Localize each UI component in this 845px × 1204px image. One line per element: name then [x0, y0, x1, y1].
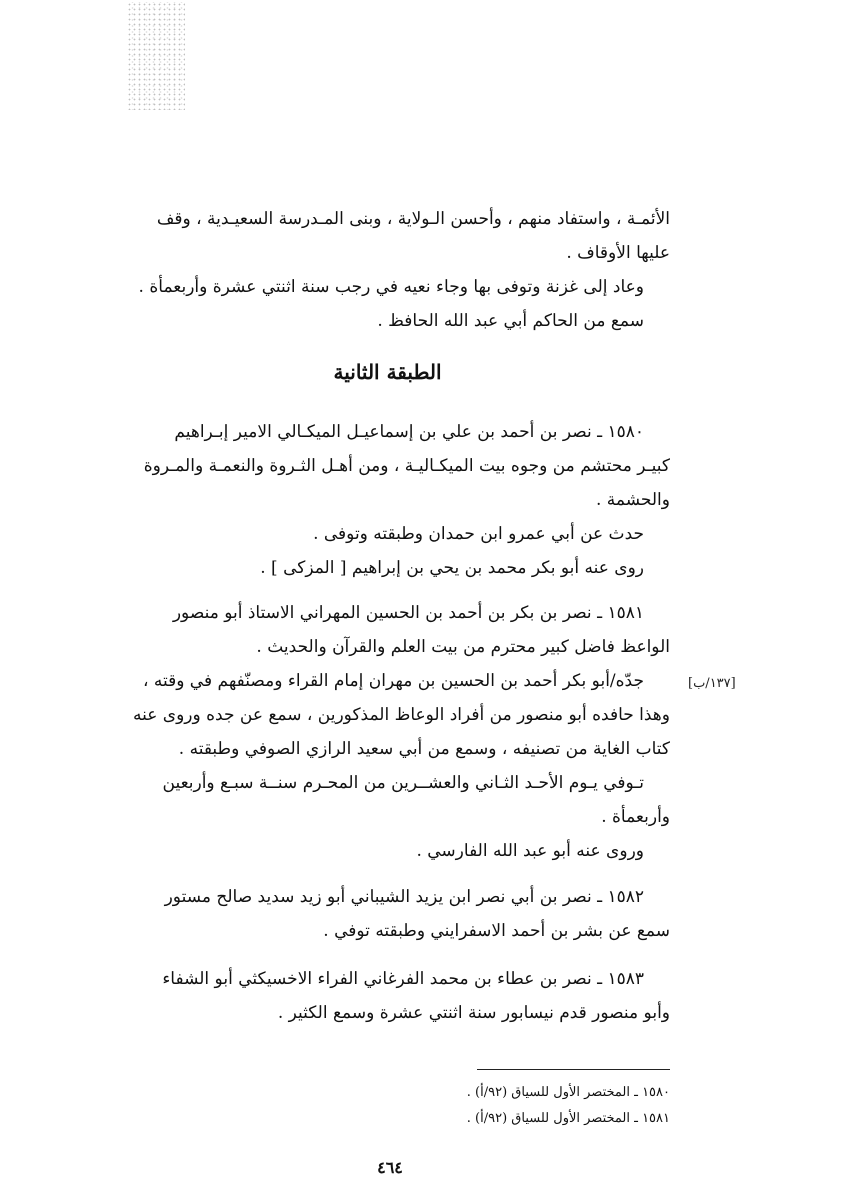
entry-1583: [105, 962, 670, 1030]
text-line: عليها الأوقاف .: [566, 243, 670, 263]
entry-line: وأربعمأة .: [601, 807, 670, 827]
entry-1582: [105, 880, 670, 948]
entry-line: جدّه/أبو بكر أحمد بن الحسين بن مهران إمام القراء ومصنّفهم في وقته ،: [142, 671, 644, 691]
entry-1581: [105, 596, 670, 868]
entry-line: تـوفي يـوم الأحـد الثـاني والعشــرين من المحـرم سنــة سبـع وأربعين: [162, 773, 644, 793]
entry-line: وأبو منصور قدم نيسابور سنة اثنتي عشرة وسمع الكثير .: [277, 1003, 670, 1023]
text-line: وعاد إلى غزنة وتوفى بها وجاء نعيه في رجب سنة اثنتي عشرة وأربعمأة .: [138, 277, 644, 297]
entry-line: ١٥٨١ ـ نصر بن بكر بن أحمد بن الحسين المهراني الاستاذ أبو منصور: [172, 603, 644, 623]
entry-line: ١٥٨٣ ـ نصر بن عطاء بن محمد الفرغاني الفراء الاخسيكثي أبو الشفاء: [162, 969, 644, 989]
margin-folio-note: [١٣٧/ب]: [688, 676, 736, 691]
footnotes: [300, 1080, 670, 1132]
page-number: ٤٦٤: [377, 1158, 403, 1177]
entry-line: وروى عنه أبو عبد الله الفارسي .: [416, 841, 644, 861]
footnote: ١٥٨١ ـ المختصر الأول للسياق (٩٢/أ) .: [466, 1111, 670, 1126]
entry-line: كبيـر محتشم من وجوه بيت الميكـاليـة ، ومن أهـل الثـروة والنعمـة والمـروة: [143, 456, 670, 476]
scan-artifact: [127, 2, 185, 110]
text-line: سمع من الحاكم أبي عبد الله الحافظ .: [377, 311, 644, 331]
text-line: الأئمـة ، واستفاد منهم ، وأحسن الـولاية ، وبنى المـدرسة السعيـدية ، وقف: [156, 209, 670, 229]
entry-line: حدث عن أبي عمرو ابن حمدان وطبقته وتوفى .: [313, 524, 644, 544]
entry-line: سمع عن بشر بن أحمد الاسفرايني وطبقته توفي .: [323, 921, 670, 941]
footnote-divider: [477, 1069, 670, 1070]
entry-1580: [105, 415, 670, 585]
entry-line: كتاب الغاية من تصنيفه ، وسمع من أبي سعيد الرازي الصوفي وطبقته .: [178, 739, 670, 759]
section-heading: الطبقة الثانية: [333, 360, 442, 384]
entry-line: روى عنه أبو بكر محمد بن يحي بن إبراهيم [ المزكى ] .: [260, 558, 644, 578]
top-paragraph: [105, 202, 670, 338]
entry-line: والحشمة .: [595, 490, 670, 510]
footnote: ١٥٨٠ ـ المختصر الأول للسياق (٩٢/أ) .: [466, 1085, 670, 1100]
entry-line: الواعظ فاضل كبير محترم من بيت العلم والقرآن والحديث .: [256, 637, 670, 657]
entry-line: ١٥٨٠ ـ نصر بن أحمد بن علي بن إسماعيـل الميكـالي الامير إبـراهيم: [174, 422, 644, 442]
entry-line: ١٥٨٢ ـ نصر بن أبي نصر ابن يزيد الشيباني أبو زيد سديد صالح مستور: [164, 887, 644, 907]
entry-line: وهذا حافده أبو منصور من أفراد الوعاظ المذكورين ، سمع عن جده وروى عنه: [133, 705, 670, 725]
